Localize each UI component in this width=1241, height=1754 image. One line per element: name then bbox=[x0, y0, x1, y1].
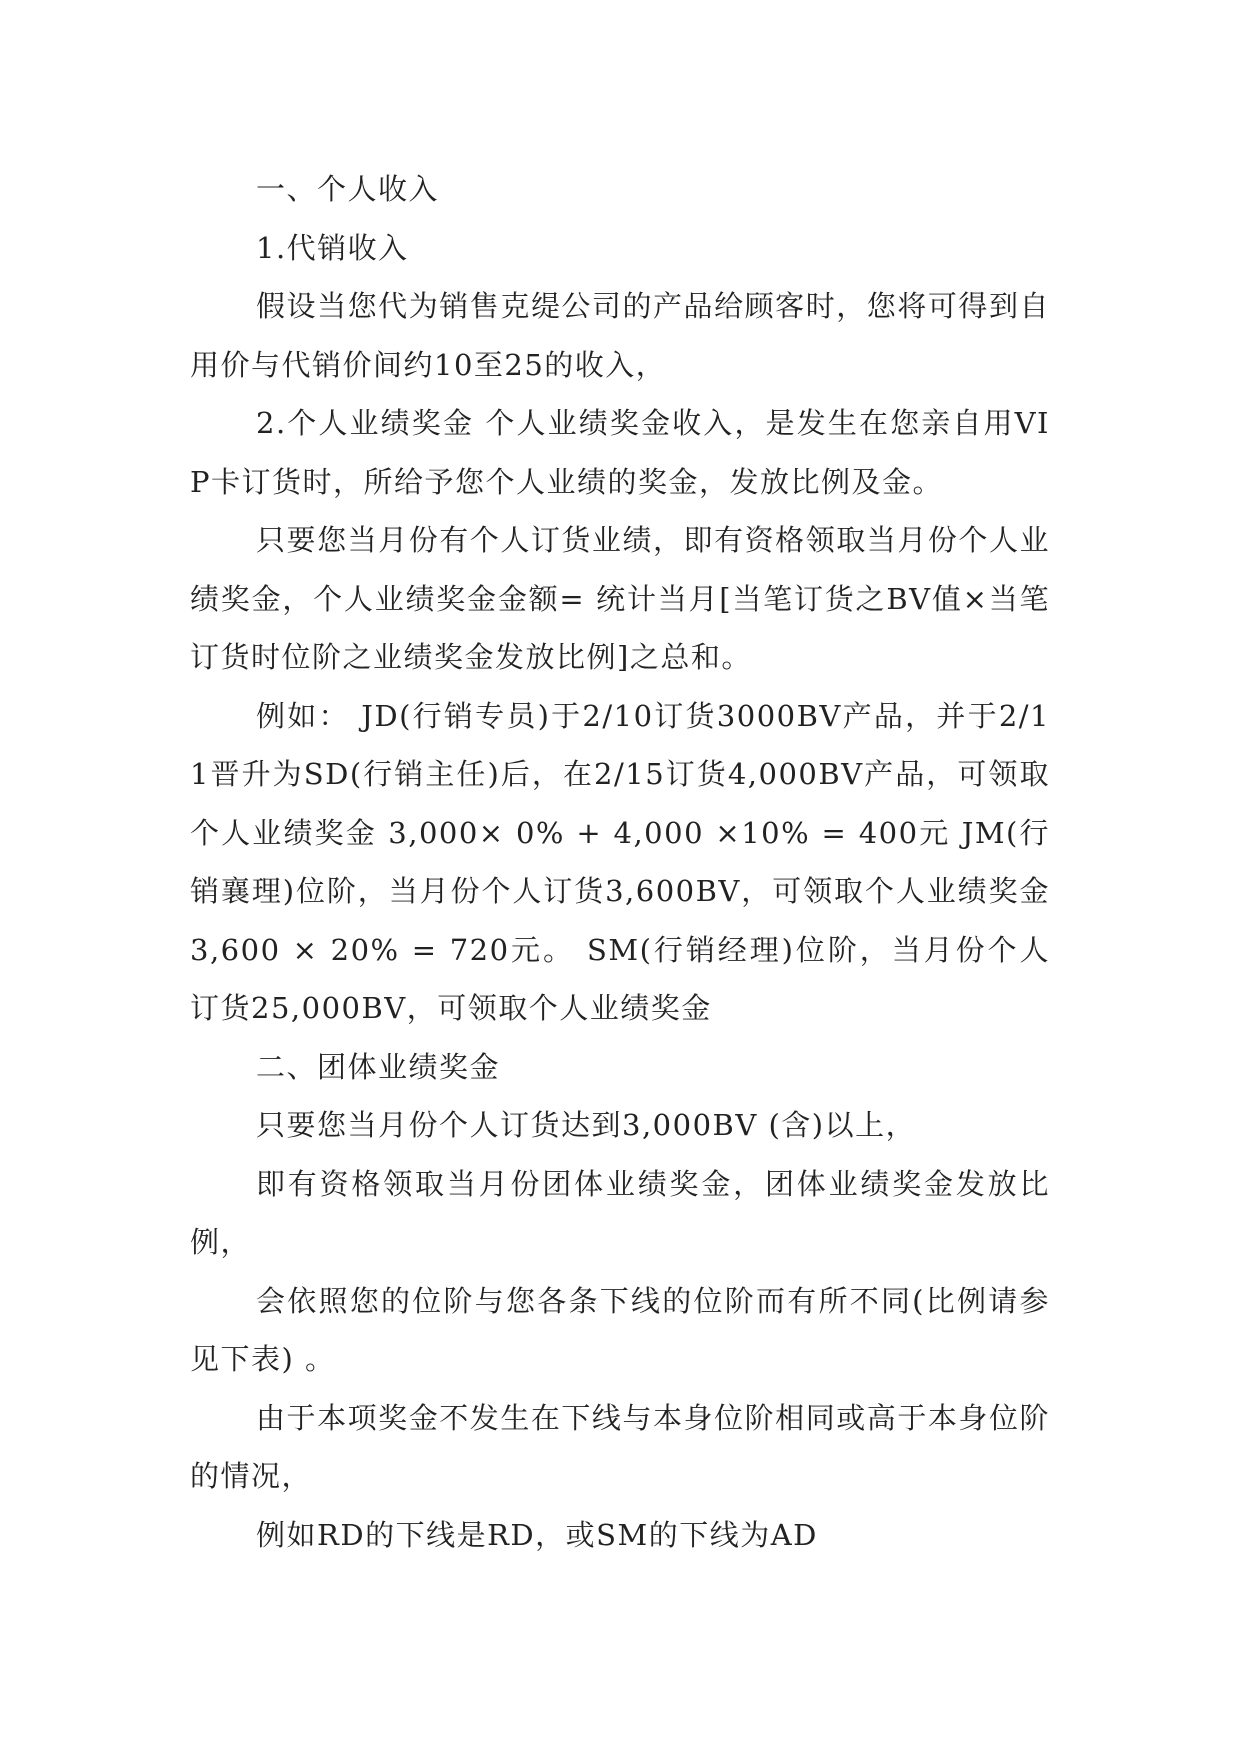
paragraph-group-threshold: 只要您当月份个人订货达到3,000BV (含)以上， bbox=[256, 1108, 917, 1142]
paragraph-bonus-examples: 例如： JD(行销专员)于2/10订货3000BV产品，并于2/11晋升为SD(行销主任)后，在2/15订货4,000BV产品，可领取个人业绩奖金 3,000× 0% + 4,000 ×10% = 400元 JM(行销襄理)位阶，当月份个人订货3,600BV，可领取个人业绩奖金3,600 × 20% = 720元。 SM(行销经理)位阶，当月份个人订货25,000BV，可领取个人业绩奖金 bbox=[190, 698, 1050, 1025]
heading-personal-income: 一、个人收入 bbox=[256, 172, 440, 206]
paragraph-group-example: 例如RD的下线是RD，或SM的下线为AD bbox=[256, 1517, 818, 1552]
paragraph-group-eligibility: 即有资格领取当月份团体业绩奖金，团体业绩奖金发放比例， bbox=[190, 1166, 1050, 1259]
paragraph-bonus-eligibility: 只要您当月份有个人订货业绩，即有资格领取当月份个人业绩奖金，个人业绩奖金金额= 统计当月[当笔订货之BV值×当笔订货时位阶之业绩奖金发放比例]之总和。 bbox=[190, 523, 1050, 674]
heading-group-bonus: 二、团体业绩奖金 bbox=[256, 1049, 501, 1084]
paragraph-group-ratio: 会依照您的位阶与您各条下线的位阶而有所不同(比例请参见下表) 。 bbox=[190, 1283, 1050, 1376]
paragraph-consignment-description: 假设当您代为销售克缇公司的产品给顾客时，您将可得到自用价与代销价间约10至25的收入， bbox=[190, 289, 1050, 382]
subheading-consignment-income: 1.代销收入 bbox=[256, 230, 409, 265]
paragraph-group-exclusion: 由于本项奖金不发生在下线与本身位阶相同或高于本身位阶的情况， bbox=[190, 1400, 1050, 1493]
document-body bbox=[190, 160, 1050, 1564]
paragraph-personal-bonus: 2.个人业绩奖金 个人业绩奖金收入，是发生在您亲自用VIP卡订货时，所给予您个人业绩的奖金，发放比例及金。 bbox=[190, 406, 1050, 499]
